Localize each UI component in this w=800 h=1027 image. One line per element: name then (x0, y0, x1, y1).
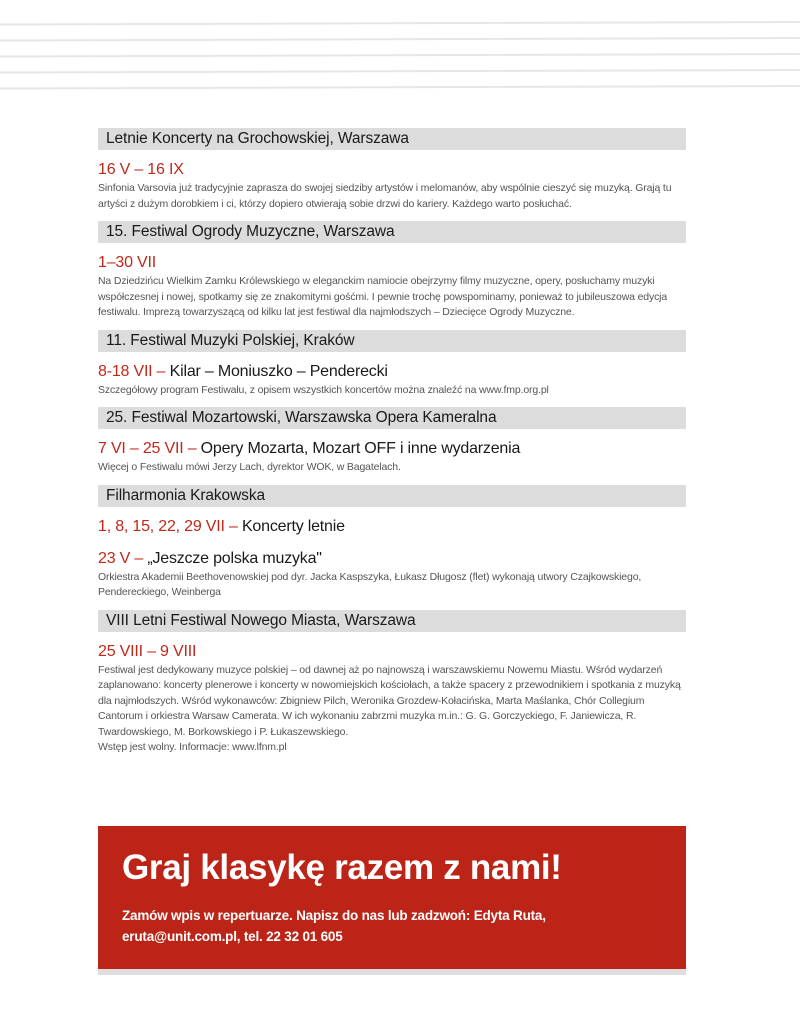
event-date: 1, 8, 15, 22, 29 VII – (98, 517, 238, 535)
event-item (98, 549, 686, 601)
staff-line (0, 22, 800, 25)
staff-line (0, 70, 800, 73)
event-description: Szczegółowy program Festiwalu, z opisem wszystkich koncertów można znaleźć na www.fmp.org.pl (98, 383, 549, 396)
section-letnie-koncerty (98, 128, 686, 212)
event-title (98, 253, 686, 273)
event-date: 23 V – (98, 549, 144, 567)
section-heading: Letnie Koncerty na Grochowskiej, Warszawa (98, 128, 686, 150)
event-description: Na Dziedzińcu Wielkim Zamku Królewskiego w eleganckim namiocie obejrzymy filmy muzyczne, opery, posłuchamy muzyki współczesnej i nowej, spotkamy się ze znakomitymi gośćmi. I pewnie trochę powspominamy, ponieważ to jubileuszowa edycja festiwalu. Imprezą towarzyszącą od kilku lat jest festiwal dla najmłodszych – Dziecięce Ogrody Muzyczne. (98, 275, 668, 318)
event-name: „Jeszcze polska muzyka" (147, 549, 322, 567)
event-item (98, 362, 686, 399)
event-name: Kilar – Moniuszko – Penderecki (169, 362, 388, 380)
section-heading: Filharmonia Krakowska (98, 485, 686, 507)
event-item (98, 439, 686, 476)
description-paragraph: Wstęp jest wolny. Informacje: www.lfnm.pl (98, 741, 287, 753)
event-description: Więcej o Festiwalu mówi Jerzy Lach, dyrektor WOK, w Bagatelach. (98, 461, 401, 473)
cta-banner (98, 826, 686, 975)
event-date: 8-18 VII – (98, 362, 166, 380)
section-muzyki-polskiej (98, 330, 686, 399)
event-item (98, 160, 686, 212)
staff-line (0, 54, 800, 57)
cta-title: Graj klasykę razem z nami! (122, 848, 562, 887)
staff-line (0, 38, 800, 41)
music-staff-lines-icon (0, 0, 800, 110)
section-heading: 25. Festiwal Mozartowski, Warszawska Opera Kameralna (98, 407, 686, 429)
description-paragraph: Festiwal jest dedykowany muzyce polskiej – od dawnej aż po najnowszą i warszawskiemu Nowemu Miastu. Wśród wydarzeń zaplanowano: koncerty plenerowe i koncerty w nowomiejskich kościołach, a także spacery z przewodnikiem i spotkania z muzyką dla najmłodszych. Wśród wykonawców: Zbigniew Pilch, Weronika Grozdew-Kołacińska, Marta Maślanka, Chór Collegium Cantorum i orkiestra Warsaw Camerata. W ich wykonaniu zabrzmi muzyka m.in.: G. G. Gorczyckiego, F. Janiewicza, R. Twardowskiego, M. Borkowskiego i P. Łukaszewskiego. (98, 663, 681, 738)
section-nowego-miasta (98, 610, 686, 756)
event-description: Sinfonia Varsovia już tradycyjnie zaprasza do swojej siedziby artystów i melomanów, aby wspólnie cieszyć się muzyką. Grają tu artyści z dużym dorobkiem i ci, którzy dopiero otwierają sobie drzwi do kariery. Każdego warto posłuchać. (98, 182, 672, 210)
section-heading: 11. Festiwal Muzyki Polskiej, Kraków (98, 330, 686, 352)
section-heading: 15. Festiwal Ogrody Muzyczne, Warszawa (98, 221, 686, 243)
event-title (98, 362, 686, 382)
event-name: Opery Mozarta, Mozart OFF i inne wydarzenia (200, 440, 521, 457)
event-description (98, 663, 686, 756)
event-description: Orkiestra Akademii Beethovenowskiej pod dyr. Jacka Kaspszyka, Łukasz Długosz (flet) wykonają utwory Czajkowskiego, Pendereckiego, Weinberga (98, 570, 642, 598)
section-filharmonia-krakowska (98, 485, 686, 601)
cta-contact-text: Zamów wpis w repertuarze. Napisz do nas lub zadzwoń: Edyta Ruta, eruta@unit.com.pl, tel. 22 32 01 605 (122, 908, 546, 944)
event-item (98, 517, 686, 537)
staff-line (0, 86, 800, 89)
events-list (98, 128, 686, 765)
section-ogrody-muzyczne (98, 221, 686, 321)
event-item (98, 642, 686, 756)
event-title (98, 160, 686, 180)
event-title (98, 642, 686, 662)
event-name: Koncerty letnie (241, 517, 345, 535)
event-title (98, 439, 686, 459)
event-date: 7 VI – 25 VII – (98, 440, 197, 457)
event-item (98, 253, 686, 321)
event-date: 25 VIII – 9 VIII (98, 642, 197, 660)
section-heading: VIII Letni Festiwal Nowego Miasta, Warszawa (98, 610, 686, 632)
event-date: 1–30 VII (98, 254, 157, 271)
event-title (98, 517, 686, 537)
section-mozartowski (98, 407, 686, 476)
event-title (98, 549, 686, 569)
event-date: 16 V – 16 IX (98, 161, 184, 178)
